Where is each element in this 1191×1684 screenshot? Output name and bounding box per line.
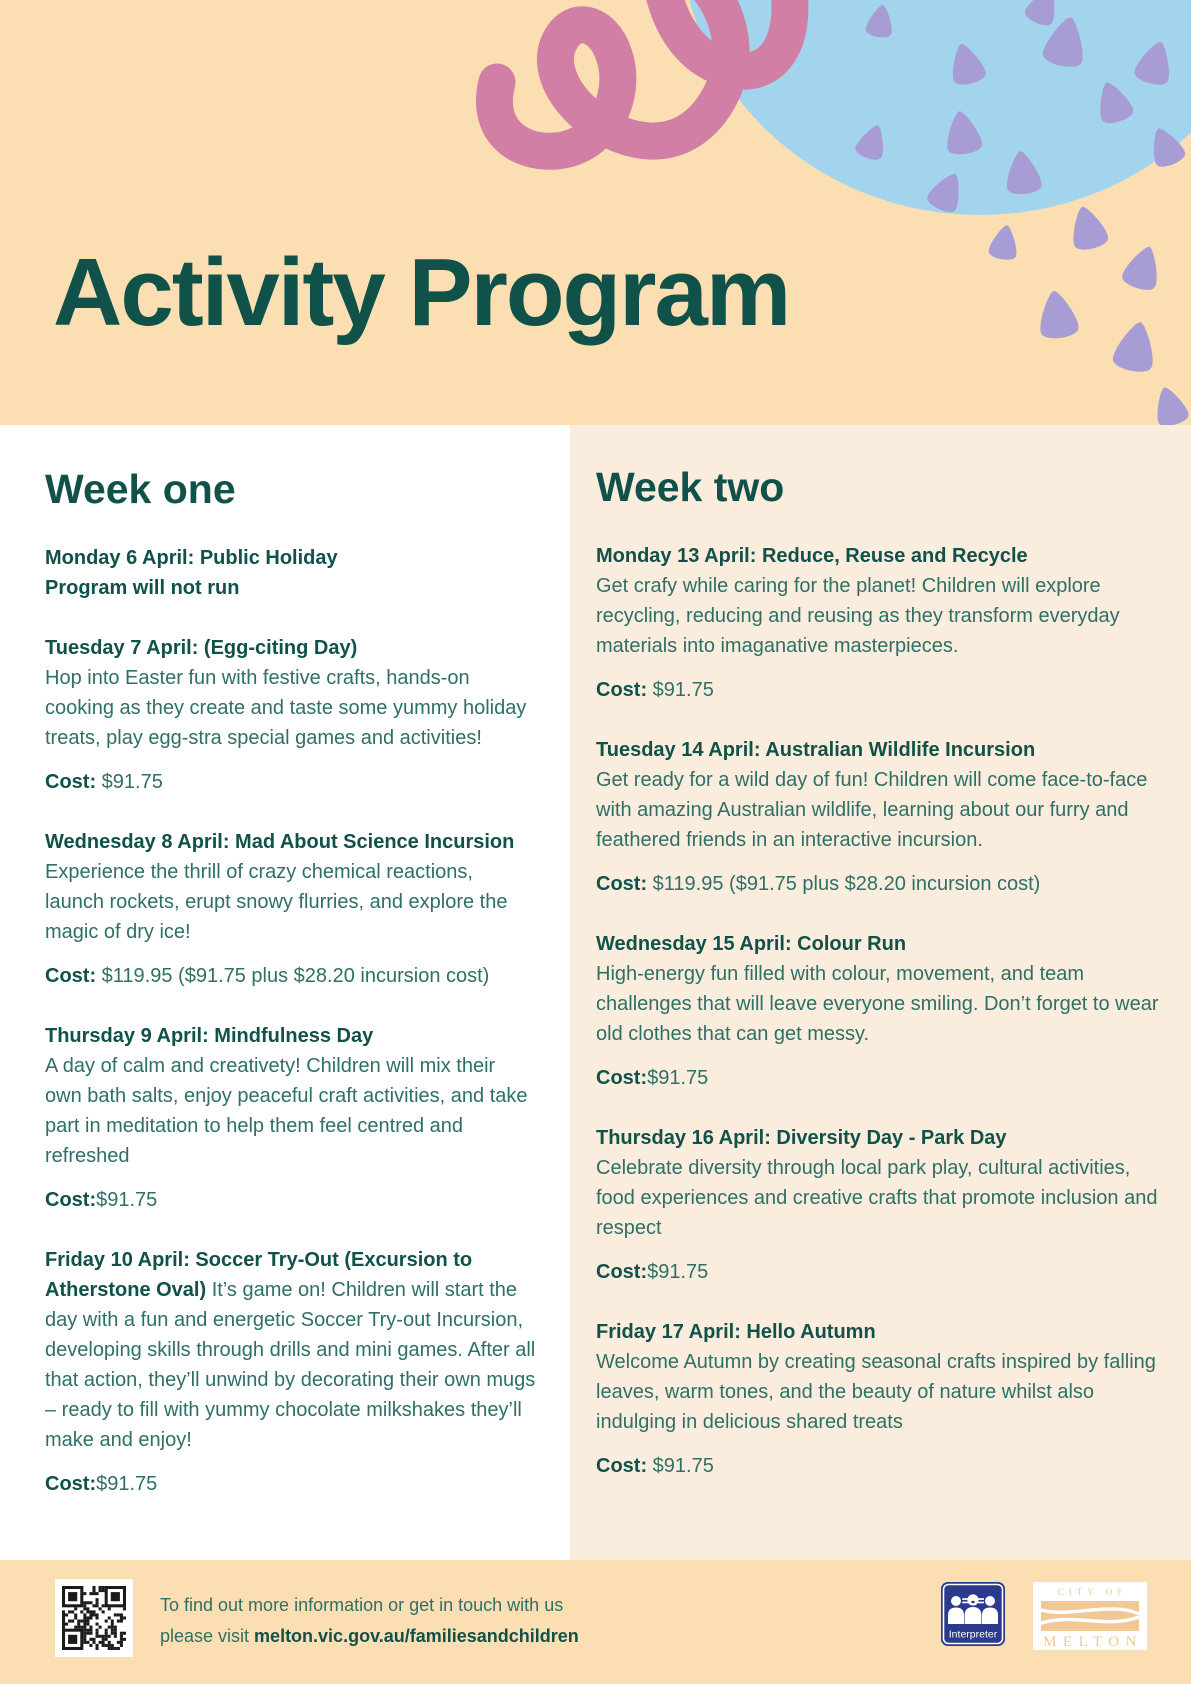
footer-line2: please visit melton.vic.gov.au/familiesandchildren: [160, 1626, 579, 1646]
melton-logo-city-of: CITY OF: [1057, 1587, 1128, 1597]
footer-line1: To find out more information or get in touch with us: [160, 1595, 564, 1615]
melton-logo-landscape-graphic: [1041, 1600, 1139, 1632]
activity-title: Monday 13 April: Reduce, Reuse and Recycle: [596, 545, 1028, 567]
purple-triangle-shape: [1066, 202, 1110, 252]
activity-description: High-energy fun filled with colour, movement, and team challenges that will leave everyone smiling. Don’t forget to wear old clothes that can get messy.: [596, 963, 1159, 1045]
activity-description: Experience the thrill of crazy chemical reactions, launch rockets, erupt snowy flurries, and explore the magic of dry ice!: [45, 861, 508, 943]
pink-squiggle: [494, 0, 789, 151]
activity-title: Wednesday 15 April: Colour Run: [596, 933, 907, 955]
activity-title: Tuesday 14 April: Australian Wildlife Incursion: [596, 739, 1036, 761]
activity-entry: [596, 541, 1163, 705]
activity-cost: Cost: $119.95 ($91.75 plus $28.20 incursion cost): [45, 965, 490, 987]
week-one-entries: [45, 543, 537, 1499]
footer: [0, 1560, 1191, 1684]
week-two-column: [570, 425, 1191, 1560]
activity-title: Thursday 16 April: Diversity Day - Park Day: [596, 1127, 1007, 1149]
purple-triangle-shape: [1150, 383, 1191, 425]
activity-title: Program will not run: [45, 577, 240, 599]
activity-cost: Cost: $91.75: [596, 679, 714, 701]
activity-cost: Cost:$91.75: [45, 1473, 158, 1495]
footer-info-text: [160, 1590, 579, 1652]
activity-entry: [45, 1021, 537, 1215]
activity-cost: Cost: $119.95 ($91.75 plus $28.20 incursion cost): [596, 873, 1041, 895]
activity-entry: [45, 827, 537, 991]
interpreter-figures: [948, 1594, 998, 1624]
city-of-melton-logo: [1033, 1582, 1147, 1650]
activity-entry: [596, 929, 1163, 1093]
activity-cost: Cost: $91.75: [596, 1455, 714, 1477]
hero-header: [0, 0, 1191, 425]
melton-logo-name: MELTON: [1043, 1634, 1143, 1650]
page-title: Activity Program: [53, 239, 790, 346]
activity-entry: [596, 1123, 1163, 1287]
activity-description: Get crafy while caring for the planet! Children will explore recycling, reducing and reusing as they transform everyday materials into imaganative masterpieces.: [596, 575, 1120, 657]
activity-title: Tuesday 7 April: (Egg-citing Day): [45, 637, 358, 659]
interpreter-mouth: [971, 1601, 974, 1603]
activity-cost: Cost:$91.75: [596, 1067, 709, 1089]
activity-cost: Cost: $91.75: [45, 771, 163, 793]
activity-description: Welcome Autumn by creating seasonal crafts inspired by falling leaves, warm tones, and the beauty of nature whilst also indulging in delicious shared treats: [596, 1351, 1156, 1433]
hero-decorations: [0, 0, 1191, 425]
activity-description: A day of calm and creativety! Children will mix their own bath salts, enjoy peaceful craft activities, and take part in meditation to help them feel centred and refreshed: [45, 1055, 528, 1167]
activity-cost: Cost:$91.75: [45, 1189, 158, 1211]
activity-description: Hop into Easter fun with festive crafts, hands-on cooking as they create and taste some yummy holiday treats, play egg-stra special games and activities!: [45, 667, 527, 749]
week-one-heading: Week one: [45, 466, 236, 512]
purple-triangle-shape: [988, 223, 1021, 262]
activity-description: Celebrate diversity through local park play, cultural activities, food experiences and creative crafts that promote inclusion and respect: [596, 1157, 1158, 1239]
interpreter-label: Interpreter: [948, 1628, 998, 1641]
activity-cost: Cost:$91.75: [596, 1261, 709, 1283]
activity-entry: [45, 1245, 537, 1499]
activity-title: Wednesday 8 April: Mad About Science Incursion: [45, 831, 515, 853]
interpreter-logo: [940, 1581, 1006, 1647]
activity-title: Friday 17 April: Hello Autumn: [596, 1321, 876, 1343]
activity-entry: [596, 1317, 1163, 1481]
qr-code: [55, 1579, 133, 1657]
week-two-heading: Week two: [596, 464, 785, 510]
activity-entry: [596, 735, 1163, 899]
activity-title: Monday 6 April: Public Holiday: [45, 547, 338, 569]
week-two-entries: [596, 541, 1163, 1481]
activity-entry: [45, 633, 537, 797]
purple-triangle-shape: [1035, 288, 1079, 340]
activity-title: Thursday 9 April: Mindfulness Day: [45, 1025, 374, 1047]
purple-triangle-shape: [1111, 318, 1160, 375]
week-one-column: [45, 425, 537, 1529]
footer-website-url: melton.vic.gov.au/familiesandchildren: [254, 1626, 579, 1646]
activity-title-and-description: Friday 10 April: Soccer Try-Out (Excursion to Atherstone Oval) It’s game on! Children will start the day with a fun and energetic Soccer Try-out Incursion, developing skills through drills and mini games. After all that action, they’ll unwind by decorating their own mugs – ready to fill with yummy chocolate milkshakes they’ll make and enjoy!: [45, 1249, 536, 1451]
activity-description: Get ready for a wild day of fun! Children will come face-to-face with amazing Australian wildlife, learning about our furry and feathered friends in an interactive incursion.: [596, 769, 1148, 851]
activity-entry: [45, 543, 537, 603]
purple-triangle-shape: [1120, 242, 1166, 294]
